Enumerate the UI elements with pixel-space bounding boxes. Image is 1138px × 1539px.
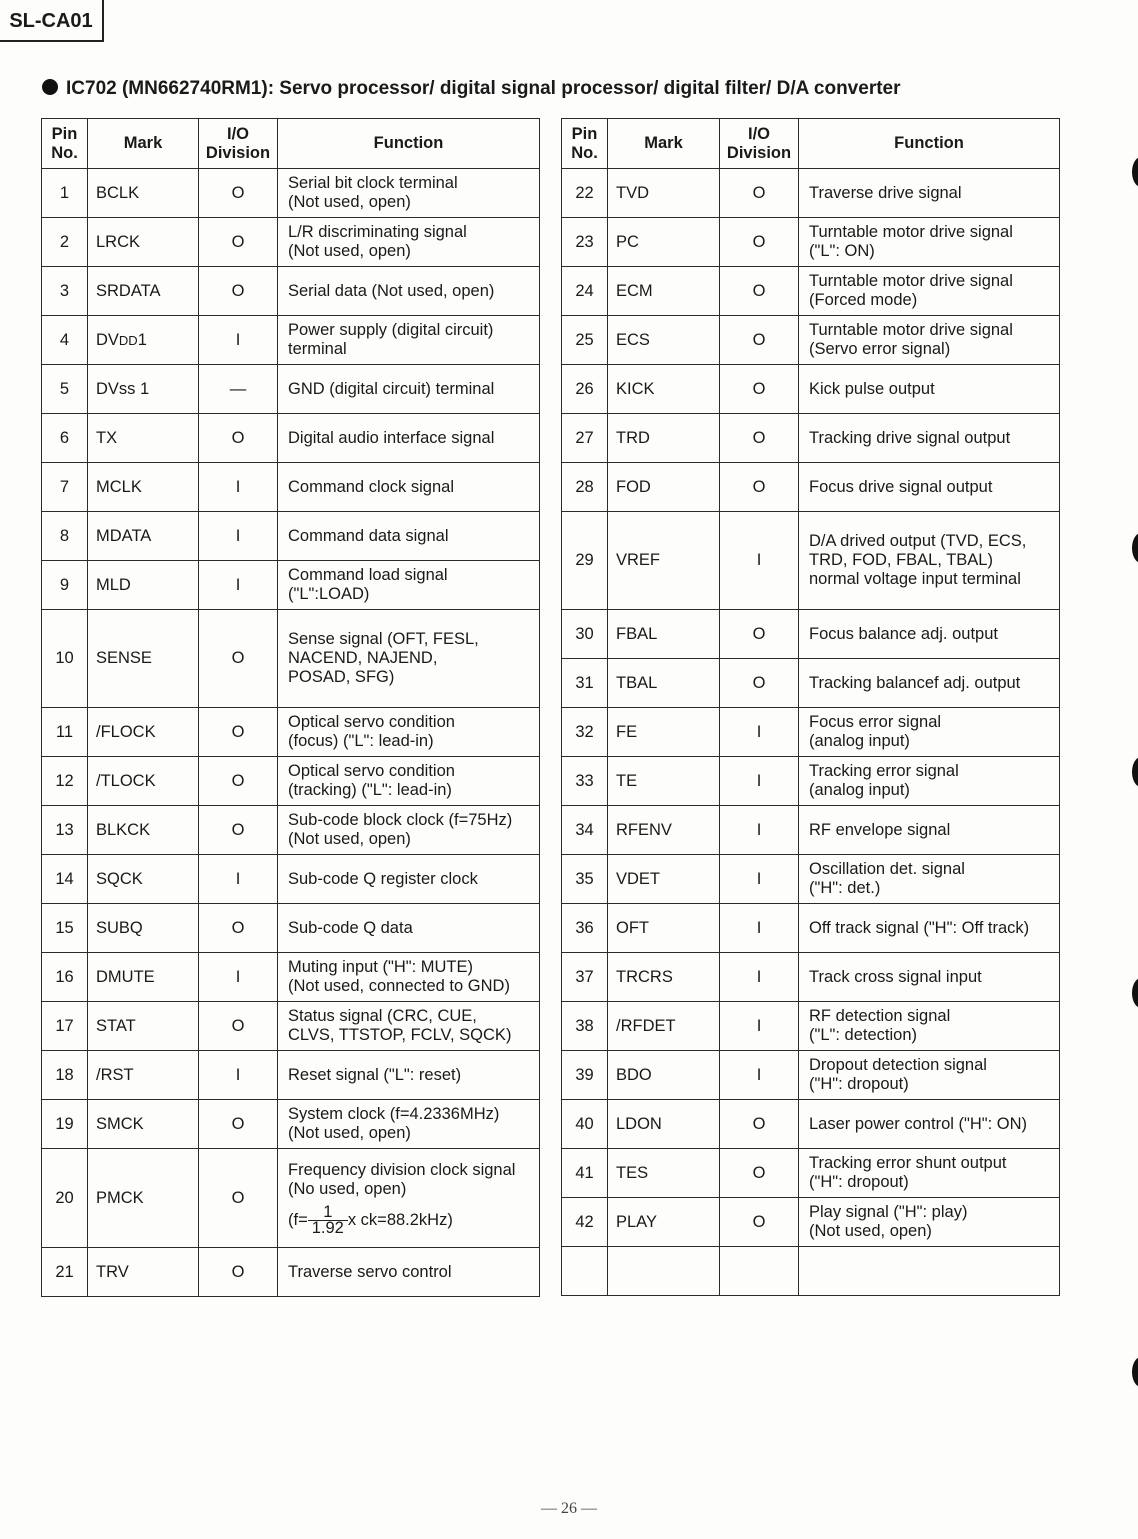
model-label: SL-CA01 [0, 0, 104, 42]
pin-number-cell: 8 [42, 512, 88, 561]
mark-cell: LDON [608, 1100, 720, 1149]
table-row [562, 806, 1060, 855]
mark-cell [608, 1247, 720, 1296]
mark-cell: SENSE [88, 610, 199, 708]
table-row [42, 1002, 540, 1051]
table-row [562, 365, 1060, 414]
mark-cell: FBAL [608, 610, 720, 659]
mark-cell: TRV [88, 1248, 199, 1297]
pin-number-cell: 1 [42, 169, 88, 218]
mark-cell: TBAL [608, 659, 720, 708]
table-row [42, 169, 540, 218]
pin-number-cell: 33 [562, 757, 608, 806]
function-cell: Command clock signal [278, 463, 540, 512]
io-division-cell: O [720, 463, 799, 512]
header-function: Function [278, 119, 540, 169]
function-cell: Serial bit clock terminal (Not used, open) [278, 169, 540, 218]
table-row [42, 1051, 540, 1100]
mark-cell: TVD [608, 169, 720, 218]
mark-cell: /TLOCK [88, 757, 199, 806]
function-cell: Turntable motor drive signal (Servo error signal) [799, 316, 1060, 365]
io-division-cell: O [199, 1100, 278, 1149]
io-division-cell: I [199, 561, 278, 610]
function-cell: Tracking error signal (analog input) [799, 757, 1060, 806]
frequency-formula: (f= $\frac{1}{1.92}$ x ck=88.2kHz) [288, 1202, 453, 1237]
pin-number-cell [562, 1247, 608, 1296]
mark-cell: ECM [608, 267, 720, 316]
io-division-cell: O [720, 169, 799, 218]
io-division-cell: O [720, 267, 799, 316]
header-io: I/O Division [199, 119, 278, 169]
table-row [42, 904, 540, 953]
io-division-cell: I [199, 316, 278, 365]
io-division-cell: O [720, 316, 799, 365]
pin-number-cell: 5 [42, 365, 88, 414]
mark-cell: VDET [608, 855, 720, 904]
function-cell: Digital audio interface signal [278, 414, 540, 463]
table-row [42, 218, 540, 267]
table-row [42, 953, 540, 1002]
function-cell: Dropout detection signal ("H": dropout) [799, 1051, 1060, 1100]
table-row [42, 708, 540, 757]
function-cell: GND (digital circuit) terminal [278, 365, 540, 414]
table-row [42, 414, 540, 463]
io-division-cell: O [720, 414, 799, 463]
function-cell: Track cross signal input [799, 953, 1060, 1002]
table-row [42, 1149, 540, 1248]
pin-number-cell: 24 [562, 267, 608, 316]
pin-number-cell: 28 [562, 463, 608, 512]
pin-number-cell: 14 [42, 855, 88, 904]
io-division-cell: I [199, 953, 278, 1002]
mark-cell: LRCK [88, 218, 199, 267]
pin-number-cell: 32 [562, 708, 608, 757]
pin-number-cell: 17 [42, 1002, 88, 1051]
mark-cell: OFT [608, 904, 720, 953]
io-division-cell: I [720, 757, 799, 806]
pin-number-cell: 15 [42, 904, 88, 953]
mark-cell: MCLK [88, 463, 199, 512]
binding-hole-mark [1132, 533, 1138, 563]
io-division-cell: O [199, 1002, 278, 1051]
table-row [42, 855, 540, 904]
binding-hole-mark [1132, 757, 1138, 787]
function-cell: Power supply (digital circuit) terminal [278, 316, 540, 365]
function-cell: Serial data (Not used, open) [278, 267, 540, 316]
pin-number-cell: 30 [562, 610, 608, 659]
table-row [562, 610, 1060, 659]
io-division-cell [720, 1247, 799, 1296]
binding-hole-mark [1132, 978, 1138, 1008]
page-number: — 26 — [541, 1500, 597, 1517]
header-io: I/O Division [720, 119, 799, 169]
function-cell: Optical servo condition (tracking) ("L": lead-in) [278, 757, 540, 806]
table-row [42, 610, 540, 708]
mark-cell: FE [608, 708, 720, 757]
mark-cell: BLKCK [88, 806, 199, 855]
mark-cell: SQCK [88, 855, 199, 904]
io-division-cell: I [720, 1051, 799, 1100]
mark-cell: /FLOCK [88, 708, 199, 757]
header-function: Function [799, 119, 1060, 169]
function-cell: Command data signal [278, 512, 540, 561]
table-row [562, 512, 1060, 610]
pin-number-cell: 21 [42, 1248, 88, 1297]
io-division-cell: O [199, 1248, 278, 1297]
pin-number-cell: 41 [562, 1149, 608, 1198]
table-row [42, 512, 540, 561]
mark-cell: DVss 1 [88, 365, 199, 414]
function-cell: Tracking balancef adj. output [799, 659, 1060, 708]
pin-table-left [41, 118, 540, 1297]
mark-cell: KICK [608, 365, 720, 414]
io-division-cell: I [720, 953, 799, 1002]
function-cell: Turntable motor drive signal ("L": ON) [799, 218, 1060, 267]
function-cell: Sub-code Q data [278, 904, 540, 953]
function-cell: RF envelope signal [799, 806, 1060, 855]
function-cell: Oscillation det. signal ("H": det.) [799, 855, 1060, 904]
table-row [42, 561, 540, 610]
mark-cell: /RFDET [608, 1002, 720, 1051]
mark-cell: VREF [608, 512, 720, 610]
pin-number-cell: 25 [562, 316, 608, 365]
binding-hole-mark [1132, 157, 1138, 187]
table-row [42, 1248, 540, 1297]
function-cell: System clock (f=4.2336MHz) (Not used, open) [278, 1100, 540, 1149]
function-cell: Kick pulse output [799, 365, 1060, 414]
function-cell: Focus balance adj. output [799, 610, 1060, 659]
pin-number-cell: 29 [562, 512, 608, 610]
mark-cell: BDO [608, 1051, 720, 1100]
pin-number-cell: 42 [562, 1198, 608, 1247]
function-cell: Sub-code block clock (f=75Hz) (Not used, open) [278, 806, 540, 855]
function-cell: Tracking drive signal output [799, 414, 1060, 463]
pin-table-right [561, 118, 1060, 1296]
io-division-cell: O [720, 610, 799, 659]
pin-number-cell: 23 [562, 218, 608, 267]
io-division-cell: O [199, 757, 278, 806]
header-mark: Mark [608, 119, 720, 169]
pin-number-cell: 37 [562, 953, 608, 1002]
table-row [562, 904, 1060, 953]
pin-number-cell: 40 [562, 1100, 608, 1149]
function-cell: Tracking error shunt output ("H": dropout) [799, 1149, 1060, 1198]
function-cell: Turntable motor drive signal (Forced mode) [799, 267, 1060, 316]
table-row [562, 463, 1060, 512]
io-division-cell: I [199, 463, 278, 512]
table-row [562, 218, 1060, 267]
pin-number-cell: 26 [562, 365, 608, 414]
table-row [562, 757, 1060, 806]
pin-number-cell: 39 [562, 1051, 608, 1100]
pin-number-cell: 19 [42, 1100, 88, 1149]
header-pin-no: Pin No. [562, 119, 608, 169]
mark-cell: PC [608, 218, 720, 267]
pin-number-cell: 35 [562, 855, 608, 904]
function-cell [799, 1247, 1060, 1296]
pin-number-cell: 22 [562, 169, 608, 218]
pin-number-cell: 18 [42, 1051, 88, 1100]
table-row [42, 365, 540, 414]
pin-number-cell: 36 [562, 904, 608, 953]
pin-number-cell: 12 [42, 757, 88, 806]
io-division-cell: I [720, 512, 799, 610]
pin-number-cell: 27 [562, 414, 608, 463]
io-division-cell: O [720, 365, 799, 414]
io-division-cell: O [199, 610, 278, 708]
binding-hole-mark [1132, 1357, 1138, 1387]
table-row [562, 1100, 1060, 1149]
function-cell: Command load signal ("L":LOAD) [278, 561, 540, 610]
table-row [42, 1100, 540, 1149]
table-row [42, 267, 540, 316]
io-division-cell: O [199, 267, 278, 316]
table-row [562, 708, 1060, 757]
mark-cell: SMCK [88, 1100, 199, 1149]
function-cell: RF detection signal ("L": detection) [799, 1002, 1060, 1051]
io-division-cell: O [199, 904, 278, 953]
mark-cell: DMUTE [88, 953, 199, 1002]
table-row [562, 316, 1060, 365]
function-cell: Frequency division clock signal (No used, open) (f= $\frac{1}{1.92}$ x ck=88.2kHz) [278, 1149, 540, 1248]
io-division-cell: I [720, 1002, 799, 1051]
pin-number-cell: 11 [42, 708, 88, 757]
pin-number-cell: 7 [42, 463, 88, 512]
io-division-cell: O [720, 1100, 799, 1149]
function-cell: Play signal ("H": play) (Not used, open) [799, 1198, 1060, 1247]
io-division-cell: O [720, 1198, 799, 1247]
table-row [42, 757, 540, 806]
mark-cell: BCLK [88, 169, 199, 218]
io-division-cell: O [199, 169, 278, 218]
mark-cell: TRD [608, 414, 720, 463]
io-division-cell: O [720, 218, 799, 267]
function-cell: D/A drived output (TVD, ECS, TRD, FOD, FBAL, TBAL) normal voltage input terminal [799, 512, 1060, 610]
mark-cell: FOD [608, 463, 720, 512]
table-row [562, 1051, 1060, 1100]
section-heading [42, 78, 901, 100]
pin-number-cell: 38 [562, 1002, 608, 1051]
table-row [562, 659, 1060, 708]
io-division-cell: O [199, 1149, 278, 1248]
mark-cell: PMCK [88, 1149, 199, 1248]
table-row [562, 953, 1060, 1002]
table-row [42, 463, 540, 512]
table-row [562, 1247, 1060, 1296]
mark-cell: TRCRS [608, 953, 720, 1002]
table-row [562, 855, 1060, 904]
pin-number-cell: 34 [562, 806, 608, 855]
table-row [562, 1198, 1060, 1247]
io-division-cell: I [720, 708, 799, 757]
io-division-cell: I [199, 855, 278, 904]
mark-cell: PLAY [608, 1198, 720, 1247]
bullet-icon [42, 79, 58, 95]
io-division-cell: I [720, 806, 799, 855]
mark-cell: STAT [88, 1002, 199, 1051]
pin-number-cell: 2 [42, 218, 88, 267]
function-cell: Laser power control ("H": ON) [799, 1100, 1060, 1149]
pin-number-cell: 20 [42, 1149, 88, 1248]
mark-cell: TE [608, 757, 720, 806]
io-division-cell: O [199, 414, 278, 463]
header-mark: Mark [88, 119, 199, 169]
function-cell: Optical servo condition (focus) ("L": lead-in) [278, 708, 540, 757]
io-division-cell: O [199, 806, 278, 855]
pin-number-cell: 3 [42, 267, 88, 316]
mark-cell: /RST [88, 1051, 199, 1100]
io-division-cell: I [199, 512, 278, 561]
pin-number-cell: 16 [42, 953, 88, 1002]
table-row [562, 169, 1060, 218]
table-row [562, 414, 1060, 463]
function-cell: Sense signal (OFT, FESL, NACEND, NAJEND, POSAD, SFG) [278, 610, 540, 708]
header-pin-no: Pin No. [42, 119, 88, 169]
mark-cell: TES [608, 1149, 720, 1198]
table-row [562, 1149, 1060, 1198]
function-cell: Off track signal ("H": Off track) [799, 904, 1060, 953]
table-row [42, 806, 540, 855]
function-cell: Focus error signal (analog input) [799, 708, 1060, 757]
mark-cell: MDATA [88, 512, 199, 561]
io-division-cell: O [199, 708, 278, 757]
io-division-cell: O [720, 659, 799, 708]
mark-cell: RFENV [608, 806, 720, 855]
function-cell: Sub-code Q register clock [278, 855, 540, 904]
mark-cell: ECS [608, 316, 720, 365]
table-row [42, 316, 540, 365]
heading-text: IC702 (MN662740RM1): Servo processor/ digital signal processor/ digital filter/ D/A converter [66, 78, 901, 99]
io-division-cell: I [199, 1051, 278, 1100]
function-cell: Muting input ("H": MUTE) (Not used, connected to GND) [278, 953, 540, 1002]
table-row [562, 1002, 1060, 1051]
pin-number-cell: 6 [42, 414, 88, 463]
mark-cell: SUBQ [88, 904, 199, 953]
mark-cell: DVDD1 [88, 316, 199, 365]
io-division-cell: I [720, 855, 799, 904]
function-cell: Focus drive signal output [799, 463, 1060, 512]
mark-cell: MLD [88, 561, 199, 610]
io-division-cell: O [199, 218, 278, 267]
mark-cell: SRDATA [88, 267, 199, 316]
function-cell: Status signal (CRC, CUE, CLVS, TTSTOP, FCLV, SQCK) [278, 1002, 540, 1051]
function-cell: Traverse drive signal [799, 169, 1060, 218]
io-division-cell: O [720, 1149, 799, 1198]
function-cell: L/R discriminating signal (Not used, open) [278, 218, 540, 267]
pin-number-cell: 31 [562, 659, 608, 708]
mark-cell: TX [88, 414, 199, 463]
table-row [562, 267, 1060, 316]
io-division-cell: I [720, 904, 799, 953]
function-cell: Reset signal ("L": reset) [278, 1051, 540, 1100]
pin-number-cell: 4 [42, 316, 88, 365]
pin-number-cell: 9 [42, 561, 88, 610]
pin-number-cell: 10 [42, 610, 88, 708]
function-cell: Traverse servo control [278, 1248, 540, 1297]
io-division-cell: — [199, 365, 278, 414]
pin-number-cell: 13 [42, 806, 88, 855]
